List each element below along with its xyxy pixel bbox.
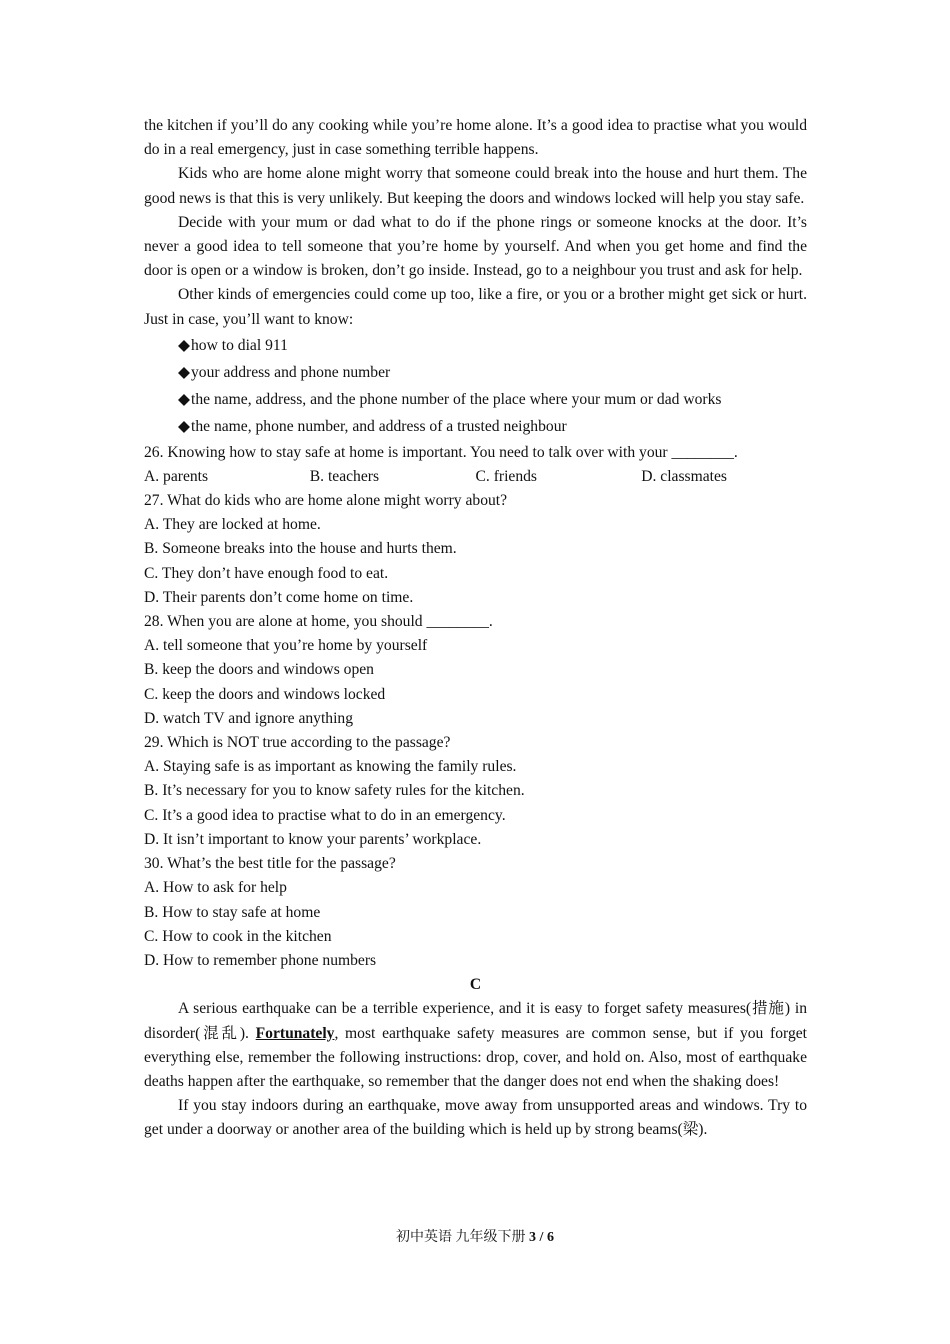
option-a: A. How to ask for help bbox=[144, 879, 287, 897]
option-b: B. How to stay safe at home bbox=[144, 903, 321, 921]
question-29 bbox=[144, 731, 807, 852]
bullet-item: ◆the name, phone number, and address of a trusted neighbour bbox=[178, 418, 567, 436]
option-c: C. friends bbox=[475, 467, 537, 485]
option-c: C. They don’t have enough food to eat. bbox=[144, 564, 389, 582]
option-a: A. tell someone that you’re home by yourself bbox=[144, 637, 428, 655]
option-d: D. It isn’t important to know your parents’ workplace. bbox=[144, 830, 482, 848]
option-row bbox=[144, 465, 807, 489]
passage-b-paragraph-4: Other kinds of emergencies could come up too, like a fire, or you or a brother might get sick or hurt. Just in case, you’ll want to know: bbox=[144, 286, 807, 328]
option-d: D. Their parents don’t come home on time. bbox=[144, 588, 414, 606]
page-separator: / bbox=[539, 1230, 544, 1245]
passage-b-paragraph-1: the kitchen if you’ll do any cooking while you’re home alone. It’s a good idea to practise what you would do in a real emergency, just in case something terrible happens. bbox=[144, 117, 807, 159]
option-b: B. Someone breaks into the house and hurts them. bbox=[144, 540, 457, 558]
bullet-list bbox=[144, 332, 807, 441]
page-total: 6 bbox=[546, 1230, 554, 1245]
document-page bbox=[144, 114, 807, 1143]
passage-b-paragraph-3: Decide with your mum or dad what to do if the phone rings or someone knocks at the door. It’s never a good idea to tell someone that you’re home by yourself. And when you get home and find the door is open or a window is broken, don’t go inside. Instead, go to a neighbour you trust and ask for help. bbox=[144, 213, 807, 280]
option-c: C. keep the doors and windows locked bbox=[144, 685, 386, 703]
page-footer bbox=[0, 1228, 950, 1248]
diamond-bullet-icon: ◆ bbox=[178, 418, 190, 436]
question-28 bbox=[144, 610, 807, 731]
option-b: B. keep the doors and windows open bbox=[144, 661, 374, 679]
question-stem: 27. What do kids who are home alone might worry about? bbox=[144, 492, 508, 510]
passage-b-paragraph-2: Kids who are home alone might worry that someone could break into the house and hurt them. The good news is that this is very unlikely. But keeping the doors and windows locked will help you stay safe. bbox=[144, 165, 807, 207]
question-stem: 30. What’s the best title for the passage? bbox=[144, 855, 396, 873]
option-c: C. It’s a good idea to practise what to do in an emergency. bbox=[144, 806, 506, 824]
option-b: B. It’s necessary for you to know safety rules for the kitchen. bbox=[144, 782, 525, 800]
footer-course: 初中英语 九年级下册 bbox=[396, 1230, 526, 1245]
option-b: B. teachers bbox=[309, 467, 380, 485]
option-d: D. watch TV and ignore anything bbox=[144, 709, 354, 727]
option-c: C. How to cook in the kitchen bbox=[144, 927, 332, 945]
option-a: A. Staying safe is as important as knowing the family rules. bbox=[144, 758, 517, 776]
passage-c-paragraph-2: If you stay indoors during an earthquake, move away from unsupported areas and windows. Try to get under a doorway or another area of the building which is held up by strong beams(梁). bbox=[144, 1097, 807, 1139]
question-stem: 28. When you are alone at home, you should ________. bbox=[144, 613, 493, 631]
bullet-item: ◆how to dial 911 bbox=[178, 336, 288, 354]
question-stem: 26. Knowing how to stay safe at home is important. You need to talk over with your ________. bbox=[144, 443, 738, 461]
bullet-item: ◆the name, address, and the phone number of the place where your mum or dad works bbox=[178, 391, 722, 409]
option-d: D. classmates bbox=[641, 467, 727, 485]
diamond-bullet-icon: ◆ bbox=[178, 336, 190, 354]
option-d: D. How to remember phone numbers bbox=[144, 951, 377, 969]
section-heading: C bbox=[469, 976, 482, 994]
diamond-bullet-icon: ◆ bbox=[178, 391, 190, 409]
underlined-word: Fortunately bbox=[255, 1024, 335, 1042]
passage-c-paragraph-1: A serious earthquake can be a terrible experience, and it is easy to forget safety measures(措施) in disorder(混乱). Fortunately, most earthquake safety measures are common sense, but if you forget everything else, remember the following instructions: drop, cover, and hold on. Also, most of earthquake deaths happen after the earthquake, so remember that the danger does not end when the shaking does! bbox=[144, 1000, 807, 1090]
option-a: A. parents bbox=[144, 467, 209, 485]
option-a: A. They are locked at home. bbox=[144, 516, 321, 534]
bullet-item: ◆your address and phone number bbox=[178, 364, 391, 382]
page-number: 3 bbox=[529, 1230, 537, 1245]
question-stem: 29. Which is NOT true according to the passage? bbox=[144, 734, 451, 752]
diamond-bullet-icon: ◆ bbox=[178, 364, 190, 382]
question-30 bbox=[144, 852, 807, 973]
question-26 bbox=[144, 441, 807, 489]
question-27 bbox=[144, 489, 807, 610]
